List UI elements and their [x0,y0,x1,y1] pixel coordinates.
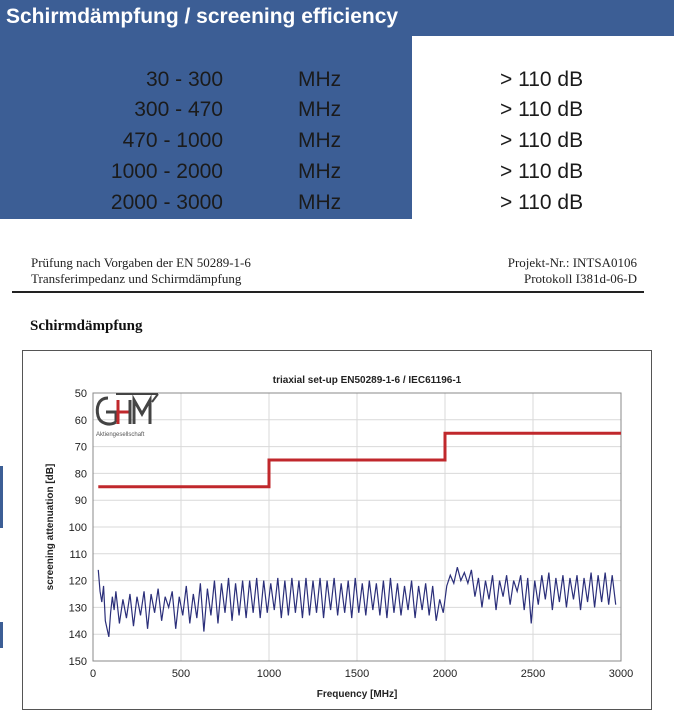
x-tick-label: 1500 [344,668,370,680]
y-tick-label: 130 [68,602,87,615]
x-tick-label: 1000 [256,668,282,680]
chart-title: triaxial set-up EN50289-1-6 / IEC61196-1 [272,375,462,386]
doc-protocol-number: Protokoll I381d-06-D [523,271,637,286]
y-tick-label: 110 [69,548,87,561]
spec-attenuation-value: > 110 dB [500,160,584,183]
spec-row [0,160,674,190]
y-tick-label: 60 [74,414,87,427]
logo-text: Aktiengesellschaft [96,432,145,438]
x-tick-label: 500 [171,668,191,680]
y-tick-label: 100 [68,522,87,534]
spec-frequency-range: 30 - 300 [145,68,223,91]
y-tick-label: 120 [68,575,87,588]
spec-row [0,129,674,159]
y-tick-label: 70 [74,441,87,454]
x-tick-label: 2000 [432,668,458,680]
y-tick-label: 90 [74,495,87,508]
doc-project-number: Projekt-Nr.: INTSA0106 [507,255,637,270]
section-heading: Schirmdämpfung [30,318,143,334]
doc-standard-line: Prüfung nach Vorgaben der EN 50289-1-6 [31,255,251,270]
y-tick-label: 140 [68,629,87,642]
spec-frequency-range: 2000 - 3000 [110,191,223,214]
y-axis-label: screening attenuation [dB] [45,463,56,591]
doc-divider [12,291,644,293]
spec-row [0,68,674,98]
y-tick-label: 50 [74,388,87,400]
spec-frequency-range: 300 - 470 [134,98,223,121]
x-axis-label: Frequency [MHz] [316,689,398,700]
spec-attenuation-value: > 110 dB [500,68,584,91]
spec-row [0,98,674,128]
left-edge-marker [0,466,3,528]
page-title: Schirmdämpfung / screening efficiency [6,5,399,28]
spec-frequency-range: 470 - 1000 [122,129,223,152]
spec-attenuation-value: > 110 dB [500,98,584,121]
spec-attenuation-value: > 110 dB [500,129,584,152]
title-bar [0,0,674,36]
logo-mark [94,392,164,432]
spec-unit: MHz [298,129,342,152]
doc-subject-line: Transferimpedanz und Schirmdämpfung [31,271,242,286]
x-tick-label: 2500 [520,668,546,680]
spec-unit: MHz [298,98,342,121]
y-tick-label: 150 [68,656,87,668]
spec-unit: MHz [298,191,342,214]
left-edge-marker [0,622,3,648]
spec-frequency-range: 1000 - 2000 [110,160,223,183]
spec-row [0,191,674,221]
spec-attenuation-value: > 110 dB [500,191,584,214]
y-tick-label: 80 [74,468,87,481]
company-logo [94,392,164,440]
spec-unit: MHz [298,160,342,183]
limit-line [98,433,621,487]
x-tick-label: 0 [89,668,97,680]
spec-unit: MHz [298,68,342,91]
x-tick-label: 3000 [608,668,634,680]
